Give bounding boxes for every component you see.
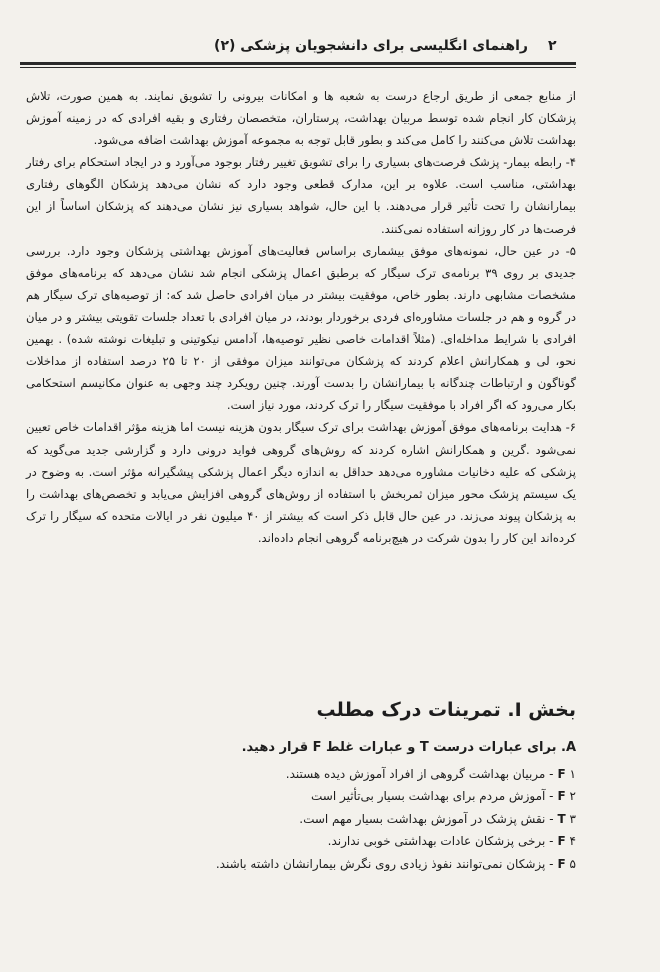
statement-number: ۴- [549,834,576,849]
statement-number: ۳- [549,811,576,826]
page-number: ۲ [548,38,557,54]
statement-text: نقش پزشک در آموزش بهداشت بسیار مهم است. [299,811,546,826]
item-text: در عین حال، نمونه‌های موفق بیشماری براساس فعالیت‌های آموزش بهداشتی پزشکان وجود دارد. بررسی جدیدی بر روی ۳۹ برنامه‌ی ترک سیگار که برطبق اعمال پزشکی انجام شد نشان می‌دهد که برنامه‌های موفق مشخصات مشابهی دارند. بطور خاص، موفقیت بیشتر در میان افرادی حاصل شد که: از توصیه‌های ترک سیگار هم در گروه و هم در جلسات مشاوره‌ای فردی برخوردار بودند، در میان افرادی با تعداد جلسات تقویتی بیشتر و در میان افرادی با شرایط مداخله‌ای. (مثلاً اقدامات خاصی نظیر توصیه‌ها، آدامس نیکوتینی و تبلیغات نوشته شده) . بهمین نحو، لی و همکارانش اعلام کردند که پزشکان می‌توانند میزان موفقی از ۲۰ تا ۲۵ درصد استفاده از مداخلات گوناگون و ارتباطات چندگانه با بیمارانشان را بدست آورند. چنین رویکرد چند وجهی به عنوان مکانیسم استحکامی بکار می‌رود که اگر افراد با موفقیت سیگار را ترک کردند، مورد نیاز است. [26,243,577,413]
statement-number: ۵- [549,856,576,871]
item-text: رابطه بیمار- پزشک فرصت‌های بسیاری را برای تشویق تغییر رفتار بوجود می‌آورد و در ایجاد استحکام برای رفتار بهداشتی، مناسب است. علاوه بر این، مدارک قطعی وجود دارد که نشان می‌دهد پزشکان الگوهای رفتاری بیمارانشان را تحت تأثیر قرار می‌دهند. با این حال، شواهد بسیاری نیز نشان می‌دهند که پزشکان اساساً از این فرصت‌ها در کار روزانه استفاده نمی‌کنند. [26,155,576,236]
answer-mark: F [557,767,566,781]
exercise-statement [60,808,576,830]
exercise-statement [60,830,576,852]
running-title: راهنمای انگلیسی برای دانشجویان پزشکی (۲) [214,38,528,54]
page-header [0,0,660,80]
intro-paragraph: از منابع جمعی از طریق ارجاع درست به شعبه ها و امکانات بیرونی را تشویق نمایند. به همین صورت، تلاش پزشکان کار انجام شده توسط مربیان بهداشت، پرستاران، متخصصان رفتاری و بقیه افرادی که در زمینه آموزش بهداشت تلاش می‌کنند را کامل می‌کند و بطور قابل توجه به مجموعه آموزش بهداشت اضافه می‌شود. [26,89,576,148]
statement-text: برخی پزشکان عادات بهداشتی خوبی ندارند. [327,834,546,849]
exercise-list [60,763,576,875]
exercise-statement [60,763,576,785]
statement-text: آموزش مردم برای بهداشت بسیار بی‌تأثیر است [310,789,546,804]
statement-text: مربیان بهداشت گروهی از افراد آموزش دیده هستند. [285,767,546,781]
statement-number: ۲- [549,789,576,804]
exercise-heading: A. برای عبارات درست T و عبارات غلط F قرار دهید. [241,740,576,755]
item-number: ۴- [565,155,576,170]
answer-mark: F [557,789,566,804]
body-text [26,85,576,549]
header-rule-thin [20,67,576,68]
section-title: بخش I. تمرینات درک مطلب [316,699,576,721]
list-item-4 [26,151,576,239]
answer-mark: F [557,834,566,849]
item-number: ۶- [565,420,577,435]
exercise-statement [60,853,576,875]
statement-text: پزشکان نمی‌توانند نفوذ زیادی روی نگرش بیمارانشان داشته باشند. [215,856,546,871]
exercise-statement [60,785,576,807]
item-text: هدایت برنامه‌های موفق آموزش بهداشت برای ترک سیگار بدون هزینه نیست اما هزینه مؤثر اقدامات خاص تعیین نمی‌شود .گرین و همکارانش اشاره کردند که روش‌های گروهی فواید درونی دارد و گزارشی جدید می‌گوید که پزشکی که علیه دخانیات مشاوره می‌دهد حداقل به اندازه دیگر اعمال پزشکی پیشگیرانه مؤثر است. به وضوح در یک سیستم پزشک محور میزان ثمربخش با استفاده از روش‌های گروهی افزایش می‌یابد و تخصص‌های بهداشت را به پزشکان پیوند می‌زند. در عین حال قابل ذکر است که بیشتر از ۴۰ میلیون نفر در ایالات متحده که سیگار را ترک کرده‌اند این کار را بدون شرکت در هیچ‌برنامه گروهی انجام داده‌اند. [26,420,576,545]
list-item-6 [26,416,576,549]
answer-mark: T [557,811,566,826]
statement-number: ۱- [549,767,576,781]
answer-mark: F [557,856,566,871]
header-rule [20,62,576,65]
item-number: ۵- [565,243,576,258]
list-item-5 [26,240,576,417]
